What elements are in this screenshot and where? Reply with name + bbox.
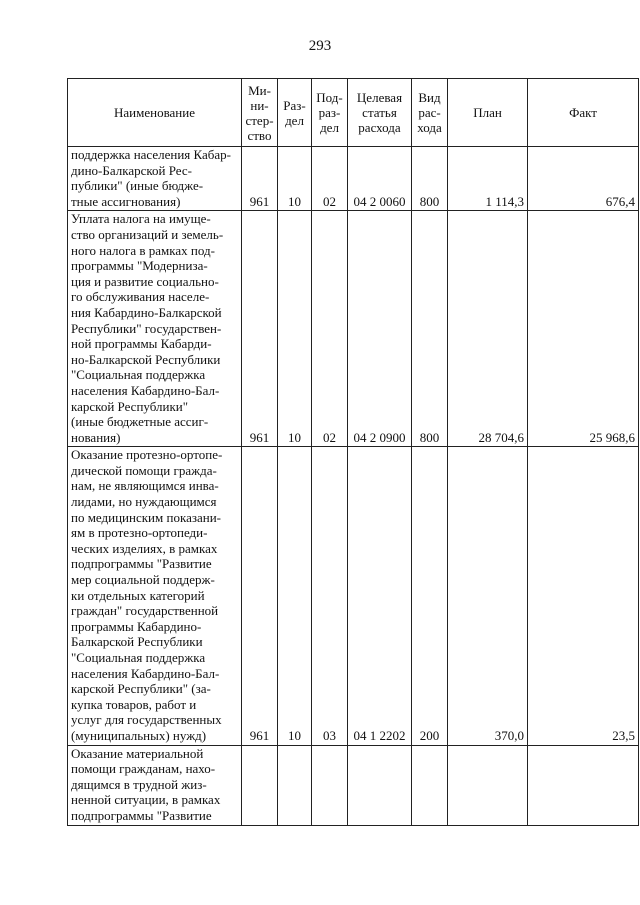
name-line: программы Кабардино-: [71, 618, 202, 634]
cell-section: 10: [278, 447, 312, 745]
cell-type: 800: [412, 147, 448, 211]
name-line: услуг для государственных: [71, 712, 222, 728]
cell-ministry: 961: [242, 211, 278, 447]
name-line: но-Балкарской Республики: [71, 351, 221, 367]
name-line: дино-Балкарской Рес-: [71, 162, 192, 178]
name-line: Балкарской Республики: [71, 634, 203, 650]
cell-target: 04 2 0900: [348, 211, 412, 447]
name-line: ной программы Кабарди-: [71, 336, 212, 352]
name-line: мер социальной поддерж-: [71, 572, 215, 588]
name-line: дической помощи гражда-: [71, 462, 217, 478]
name-line: населения Кабардино-Бал-: [71, 665, 220, 681]
table-row: [68, 447, 639, 745]
name-line: "Социальная поддержка: [71, 650, 206, 665]
name-line: (иные бюджетные ассиг-: [71, 414, 209, 430]
table-row: [68, 147, 639, 211]
name-line: населения Кабардино-Бал-: [71, 382, 220, 398]
header-target: Целевая статья расхода: [348, 79, 412, 147]
name-line: (муниципальных) нужд): [71, 727, 207, 743]
name-line: "Социальная поддержка: [71, 367, 206, 383]
name-line: поддержка населения Кабар-: [71, 147, 232, 162]
cell-ministry: 961: [242, 147, 278, 211]
name-line: ния Кабардино-Балкарской: [71, 304, 222, 320]
cell-target: 04 1 2202: [348, 447, 412, 745]
cell-fact: [528, 745, 639, 825]
header-ministry: Ми- ни- стер- ство: [242, 79, 278, 147]
cell-subsection: 02: [312, 147, 348, 211]
name-line: ция и развитие социально-: [71, 273, 219, 289]
cell-subsection: 02: [312, 211, 348, 447]
name-line: Оказание протезно-ортопе-: [71, 447, 223, 463]
cell-type: 200: [412, 447, 448, 745]
name-line: карской Республики": [71, 398, 189, 414]
cell-plan: 1 114,3: [448, 147, 528, 211]
name-line: подпрограммы "Развитие: [71, 556, 212, 572]
name-line: тные ассигнования): [71, 193, 181, 209]
header-name: Наименование: [68, 79, 242, 147]
name-line: публики" (иные бюдже-: [71, 178, 204, 194]
cell-target: [348, 745, 412, 825]
name-line: помощи гражданам, нахо-: [71, 761, 216, 777]
page-number: 293: [308, 38, 332, 54]
cell-section: [278, 745, 312, 825]
cell-plan: [448, 745, 528, 825]
name-line: ям в протезно-ортопеди-: [71, 525, 208, 541]
cell-fact: 23,5: [528, 447, 639, 745]
table-row: [68, 745, 639, 825]
name-line: подпрограммы "Развитие: [71, 807, 212, 823]
cell-fact: 25 968,6: [528, 211, 639, 447]
cell-plan: 28 704,6: [448, 211, 528, 447]
header-plan: План: [448, 79, 528, 147]
name-line: дящимся в трудной жиз-: [71, 776, 207, 792]
name-line: по медицинским показани-: [71, 509, 221, 525]
name-line: карской Республики" (за-: [71, 681, 211, 697]
cell-section: 10: [278, 147, 312, 211]
cell-type: 800: [412, 211, 448, 447]
cell-ministry: [242, 745, 278, 825]
header-type: Вид рас- хода: [412, 79, 448, 147]
name-line: ки отдельных категорий: [71, 587, 205, 603]
name-line: ческих изделиях, в рамках: [71, 540, 218, 556]
cell-subsection: [312, 745, 348, 825]
cell-name: [68, 147, 242, 211]
cell-target: 04 2 0060: [348, 147, 412, 211]
name-line: ного налога в рамках под-: [71, 242, 215, 258]
cell-type: [412, 745, 448, 825]
header-section: Раз- дел: [278, 79, 312, 147]
budget-table: [67, 78, 639, 826]
name-line: ство организаций и земель-: [71, 226, 224, 242]
cell-subsection: 03: [312, 447, 348, 745]
name-line: Уплата налога на имуще-: [71, 211, 211, 227]
name-line: лидами, но нуждающимся: [71, 494, 217, 510]
name-line: граждан" государственной: [71, 603, 219, 619]
name-line: го обслуживания населе-: [71, 289, 210, 305]
name-line: Республики" государствен-: [71, 320, 222, 336]
name-line: ненной ситуации, в рамках: [71, 792, 221, 808]
name-line: нам, не являющимся инва-: [71, 478, 219, 494]
table-row: [68, 211, 639, 447]
header-fact: Факт: [528, 79, 639, 147]
name-line: нования): [71, 429, 121, 445]
cell-ministry: 961: [242, 447, 278, 745]
header-row: [68, 79, 639, 147]
cell-name: [68, 447, 242, 745]
cell-fact: 676,4: [528, 147, 639, 211]
name-line: купка товаров, работ и: [71, 696, 197, 712]
cell-name: [68, 211, 242, 447]
cell-name: [68, 745, 242, 825]
cell-section: 10: [278, 211, 312, 447]
name-line: программы "Модерниза-: [71, 258, 208, 274]
name-line: Оказание материальной: [71, 745, 204, 761]
cell-plan: 370,0: [448, 447, 528, 745]
header-subsection: Под- раз- дел: [312, 79, 348, 147]
